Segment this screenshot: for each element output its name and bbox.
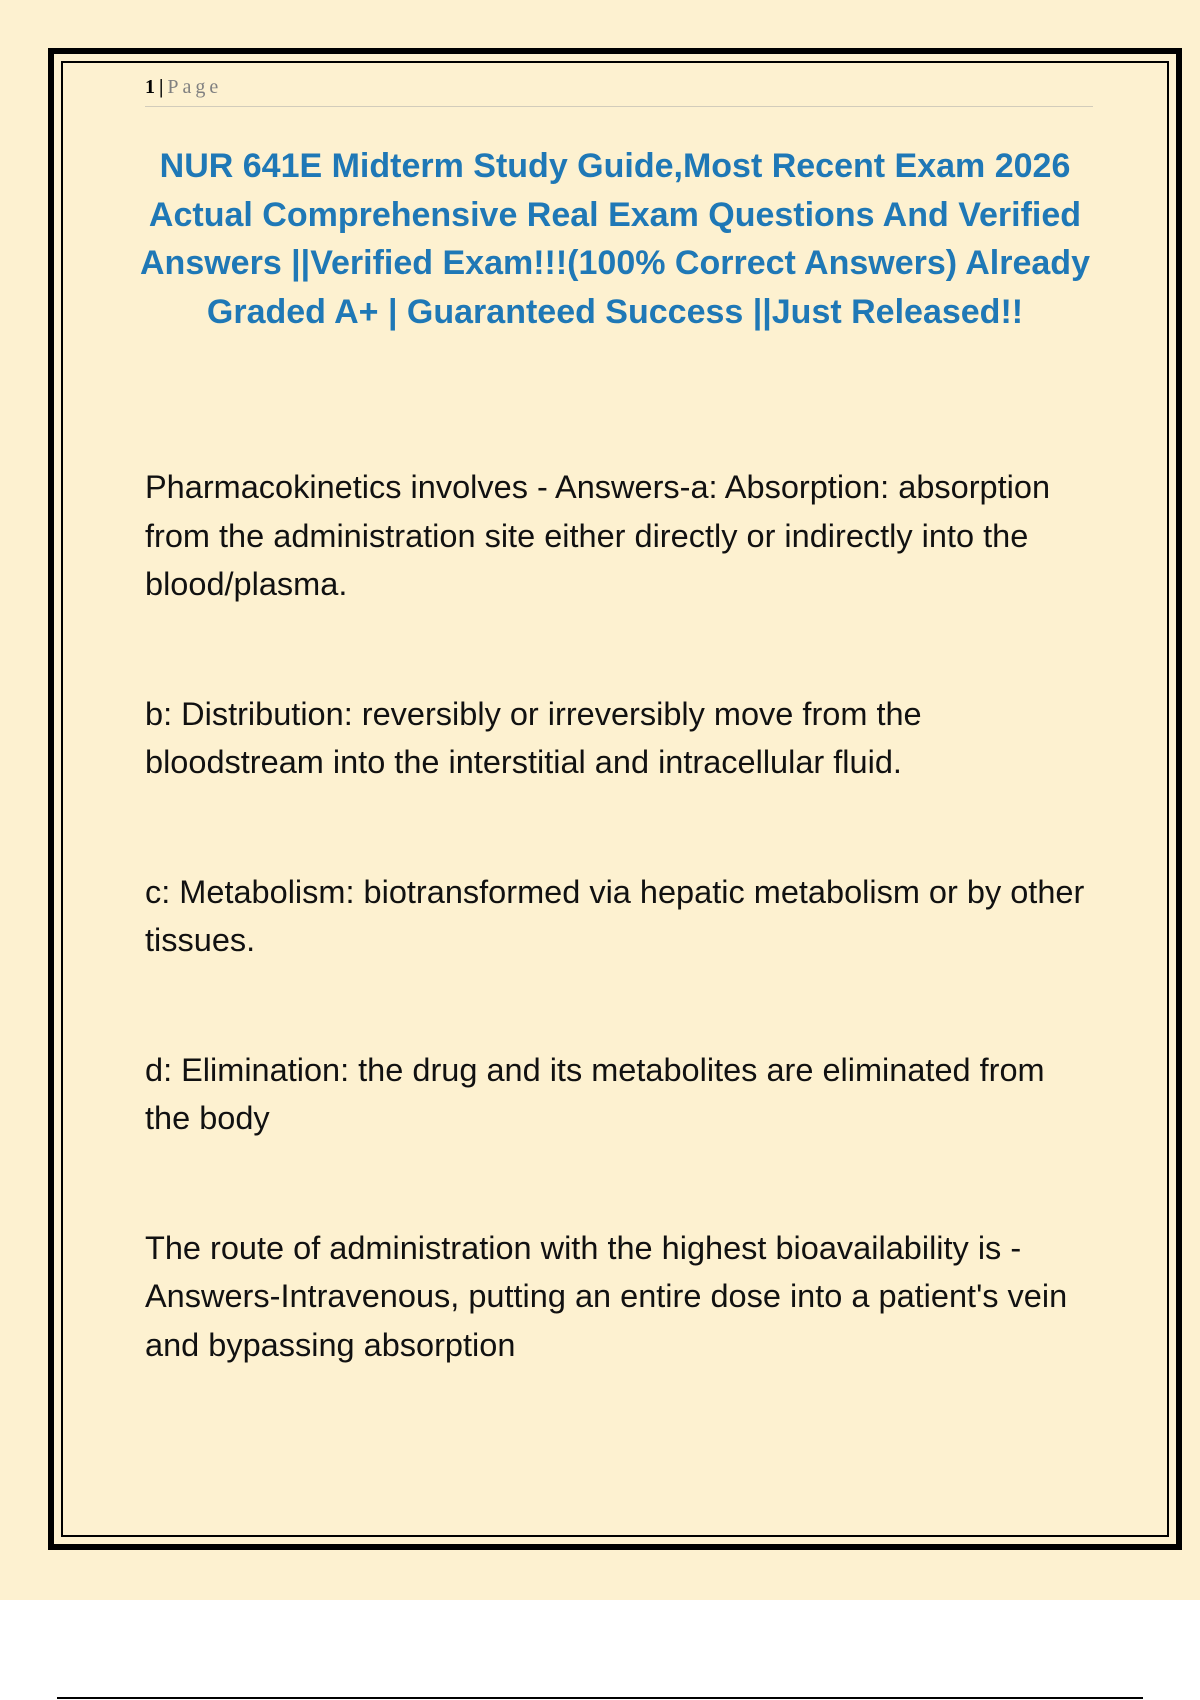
paragraph-pharmacokinetics: Pharmacokinetics involves - Answers-a: Absorption: absorption from the administration site either directly or indirectly into the blood/plasma. bbox=[145, 469, 1051, 602]
page-label: Page bbox=[167, 76, 223, 98]
paragraph-distribution: b: Distribution: reversibly or irreversibly move from the bloodstream into the interstitial and intracellular fluid. bbox=[145, 695, 922, 780]
paragraph-elimination: d: Elimination: the drug and its metabolites are eliminated from the body bbox=[145, 1051, 1045, 1136]
page-header-separator: | bbox=[159, 76, 164, 98]
page-header bbox=[145, 74, 1093, 107]
document-title: NUR 641E Midterm Study Guide,Most Recent Exam 2026 Actual Comprehensive Real Exam Questions And Verified Answers ||Verified Exam!!!(100% Correct Answers) Already Graded A+ | Guaranteed Success ||Just Released!! bbox=[140, 147, 1090, 331]
paragraph-metabolism: c: Metabolism: biotransformed via hepatic metabolism or by other tissues. bbox=[145, 873, 1085, 958]
page-number: 1 bbox=[145, 76, 155, 98]
document-body bbox=[145, 463, 1090, 1450]
footer-divider bbox=[57, 1697, 1143, 1699]
paragraph-route-of-administration: The route of administration with the highest bioavailability is - Answers-Intravenous, putting an entire dose into a patient's vein and bypassing absorption bbox=[145, 1229, 1068, 1363]
